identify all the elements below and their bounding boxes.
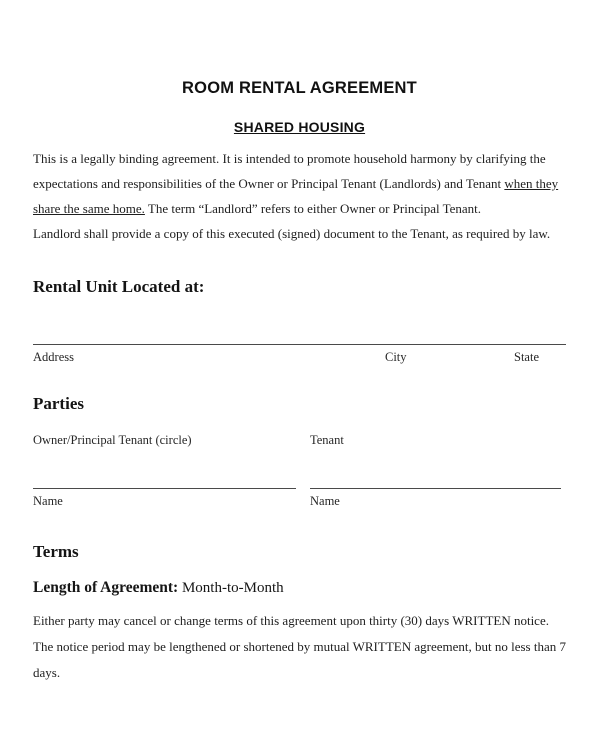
tenant-name-fill-line bbox=[310, 488, 561, 489]
owner-name-label: Name bbox=[33, 494, 63, 508]
tenant-name-label: Name bbox=[310, 494, 340, 508]
address-fill-line bbox=[33, 344, 566, 345]
intro-text-1: This is a legally binding agreement. It is intended to promote household harmony by clarifying the expectations and responsibilities of the Owner or Principal Tenant (Landlords) and Tenant bbox=[33, 151, 546, 191]
terms-paragraph: Either party may cancel or change terms of this agreement upon thirty (30) days WRITTEN notice. The notice period may be lengthened or shortened by mutual WRITTEN agreement, but no less than 7 days. bbox=[33, 613, 566, 680]
rental-unit-heading: Rental Unit Located at: bbox=[33, 277, 205, 296]
intro-paragraph bbox=[33, 146, 566, 221]
terms-paragraph-wrap bbox=[33, 608, 566, 686]
intro-text-underlined: when they share the same home. bbox=[33, 176, 559, 216]
document-subtitle: SHARED HOUSING bbox=[233, 119, 366, 135]
owner-name-fill-line bbox=[33, 488, 296, 489]
address-label: Address bbox=[33, 350, 74, 364]
parties-role-row bbox=[33, 433, 566, 448]
address-label-row bbox=[33, 350, 566, 368]
city-label: City bbox=[385, 350, 407, 364]
owner-principal-tenant-label: Owner/Principal Tenant (circle) bbox=[33, 433, 192, 447]
intro-section bbox=[33, 146, 566, 246]
tenant-label: Tenant bbox=[310, 433, 344, 447]
length-of-agreement-row bbox=[33, 579, 566, 597]
intro-text-2: The term “Landlord” refers to either Owner or Principal Tenant. bbox=[144, 201, 482, 216]
parties-heading: Parties bbox=[33, 394, 84, 413]
length-of-agreement-value: Month-to-Month bbox=[181, 580, 284, 596]
parties-name-label-row bbox=[33, 494, 566, 509]
length-of-agreement-label: Length of Agreement: bbox=[33, 579, 179, 596]
copy-notice: Landlord shall provide a copy of this executed (signed) document to the Tenant, as required by law. bbox=[33, 226, 551, 241]
state-label: State bbox=[514, 350, 539, 364]
terms-heading: Terms bbox=[33, 542, 79, 561]
document-title: ROOM RENTAL AGREEMENT bbox=[182, 79, 417, 97]
parties-fill-lines bbox=[33, 488, 566, 489]
